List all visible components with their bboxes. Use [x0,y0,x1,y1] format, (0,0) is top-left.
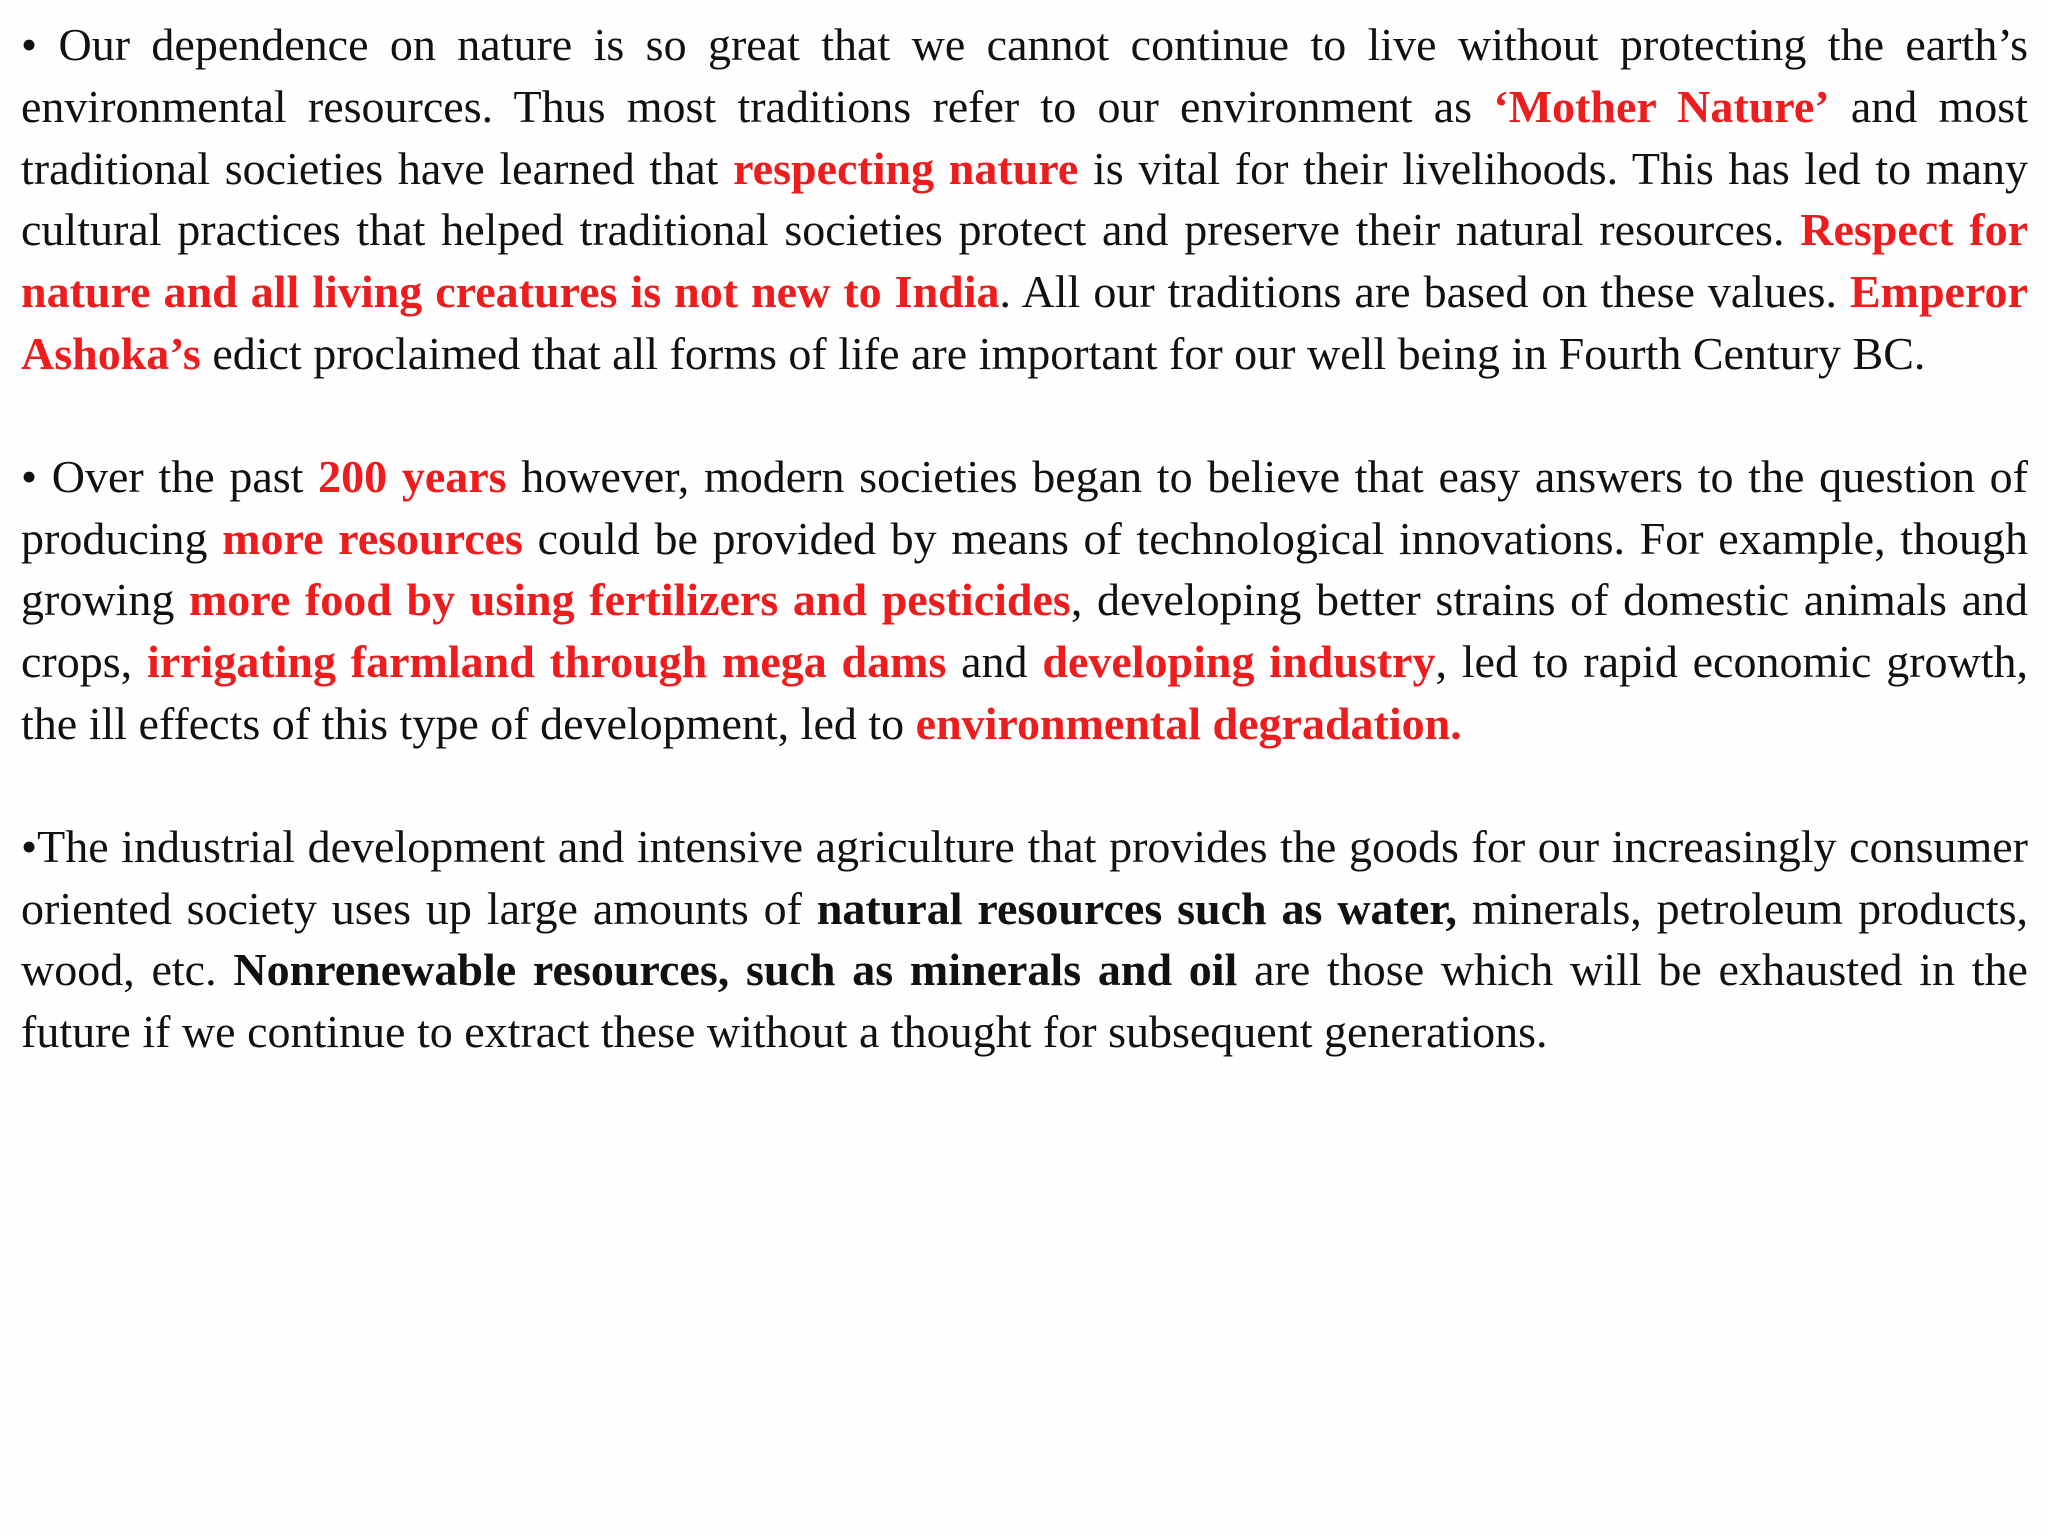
text-segment: and [946,636,1043,688]
highlight-200-years: 200 years [318,450,507,502]
slide-body [21,14,2028,1124]
highlight-mother-nature: ‘Mother Nature’ [1493,80,1830,132]
text-segment: edict proclaimed that all forms of life are important for our well being in Fourth Century BC. [200,327,1926,379]
highlight-more-food: more food by using fertilizers and pesticides [188,574,1071,626]
text-segment: are those which will be exhausted in the future if we continue to extract these without a thought for subsequent generations. [21,944,2028,1058]
paragraph-nature-dependence [21,14,2028,385]
text-segment: minerals, petroleum products, wood, etc. [21,882,2028,996]
highlight-developing-industry: developing industry [1042,636,1436,688]
paragraph-industrial-development [21,816,2028,1063]
text-segment: •The industrial development and intensive agriculture that provides the goods for our increasingly consumer oriented society uses up large amounts of [21,820,2028,934]
highlight-environmental-degradation: environmental degradation. [915,697,1462,749]
text-segment: • Our dependence on nature is so great that we cannot continue to live without protecting the earth’s environmental resources. Thus most traditions refer to our environment as [21,19,2028,132]
bold-natural-resources: natural resources such as water, [816,882,1457,934]
text-segment: , developing better strains of domestic animals and crops, [21,574,2028,688]
highlight-emperor-ashoka: Emperor Ashoka’s [21,266,2028,379]
text-segment: and most traditional societies have learned that [21,80,2028,194]
highlight-more-resources: more resources [222,512,523,564]
text-segment: is vital for their livelihoods. This has led to many cultural practices that helped traditional societies protect and preserve their natural resources. [21,142,2028,256]
text-segment: . All our traditions are based on these values. [999,266,1850,318]
text-segment: however, modern societies began to believe that easy answers to the question of producing [21,450,2028,564]
paragraph-modern-societies [21,446,2028,755]
text-segment: could be provided by means of technological innovations. For example, though growing [21,512,2028,626]
bold-nonrenewable-resources: Nonrenewable resources, such as minerals and oil [233,944,1238,996]
highlight-respecting-nature: respecting nature [733,142,1079,194]
highlight-respect-for-nature: Respect for nature and all living creatures is not new to India [21,204,2028,318]
highlight-mega-dams: irrigating farmland through mega dams [146,636,947,688]
text-segment: , led to rapid economic growth, the ill effects of this type of development, led to [21,636,2029,749]
text-segment: • Over the past [21,450,319,502]
